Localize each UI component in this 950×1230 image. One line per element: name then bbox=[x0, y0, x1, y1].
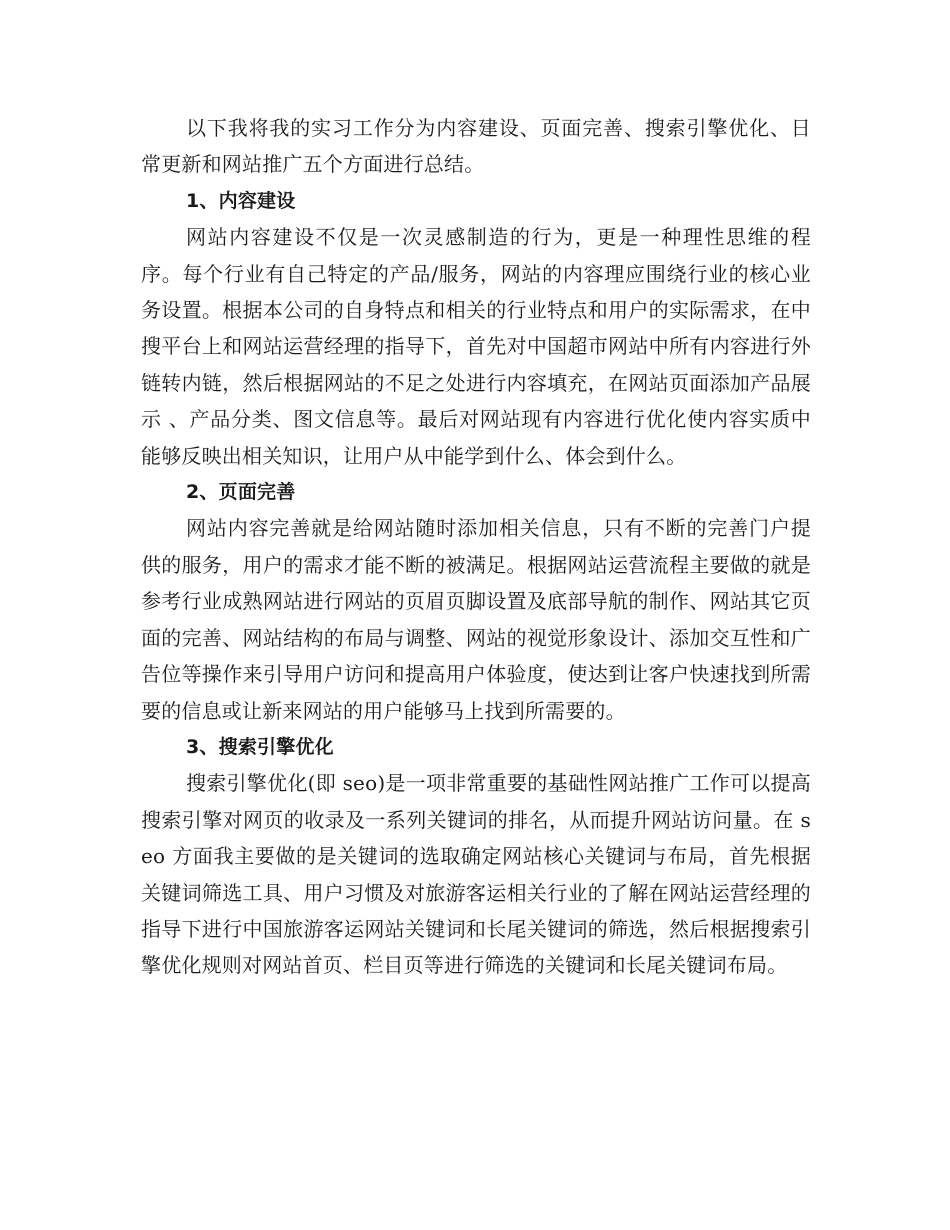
section-heading-seo: 3、搜索引擎优化 bbox=[186, 735, 334, 758]
section-body-content-building: 网站内容建设不仅是一次灵感制造的行为，更是一种理性思维的程序。每个行业有自己特定的产品/服务，网站的内容理应围绕行业的核心业务设置。根据本公司的自身特点和相关的行业特点和用户的实际需求，在中搜平台上和网站运营经理的指导下，首先对中国超市网站中所有内容进行外链转内链，然后根据网站的不足之处进行内容填充，在网站页面添加产品展示 、产品分类、图文信息等。最后对网站现有内容进行优化使内容实质中能够反映出相关知识，让用户从中能学到什么、体会到什么。 bbox=[141, 225, 811, 468]
document-body bbox=[141, 110, 811, 984]
section-heading-content-building: 1、内容建设 bbox=[186, 189, 296, 212]
section-body-page-improvement: 网站内容完善就是给网站随时添加相关信息，只有不断的完善门户提供的服务，用户的需求才能不断的被满足。根据网站运营流程主要做的就是参考行业成熟网站进行网站的页眉页脚设置及底部导航的制作、网站其它页面的完善、网站结构的布局与调整、网站的视觉形象设计、添加交互性和广告位等操作来引导用户访问和提高用户体验度，使达到让客户快速找到所需要的信息或让新来网站的用户能够马上找到所需要的。 bbox=[141, 516, 811, 723]
section-heading-page-improvement: 2、页面完善 bbox=[186, 481, 296, 504]
intro-paragraph: 以下我将我的实习工作分为内容建设、页面完善、搜索引擎优化、日常更新和网站推广五个方面进行总结。 bbox=[141, 116, 811, 177]
section-body-seo: 搜索引擎优化(即 seo)是一项非常重要的基础性网站推广工作可以提高搜索引擎对网页的收录及一系列关键词的排名，从而提升网站访问量。在 seo 方面我主要做的是关键词的选取确定网站核心关键词与布局，首先根据关键词筛选工具、用户习惯及对旅游客运相关行业的了解在网站运营经理的指导下进行中国旅游客运网站关键词和长尾关键词的筛选，然后根据搜索引擎优化规则对网站首页、栏目页等进行筛选的关键词和长尾关键词布局。 bbox=[141, 771, 811, 978]
